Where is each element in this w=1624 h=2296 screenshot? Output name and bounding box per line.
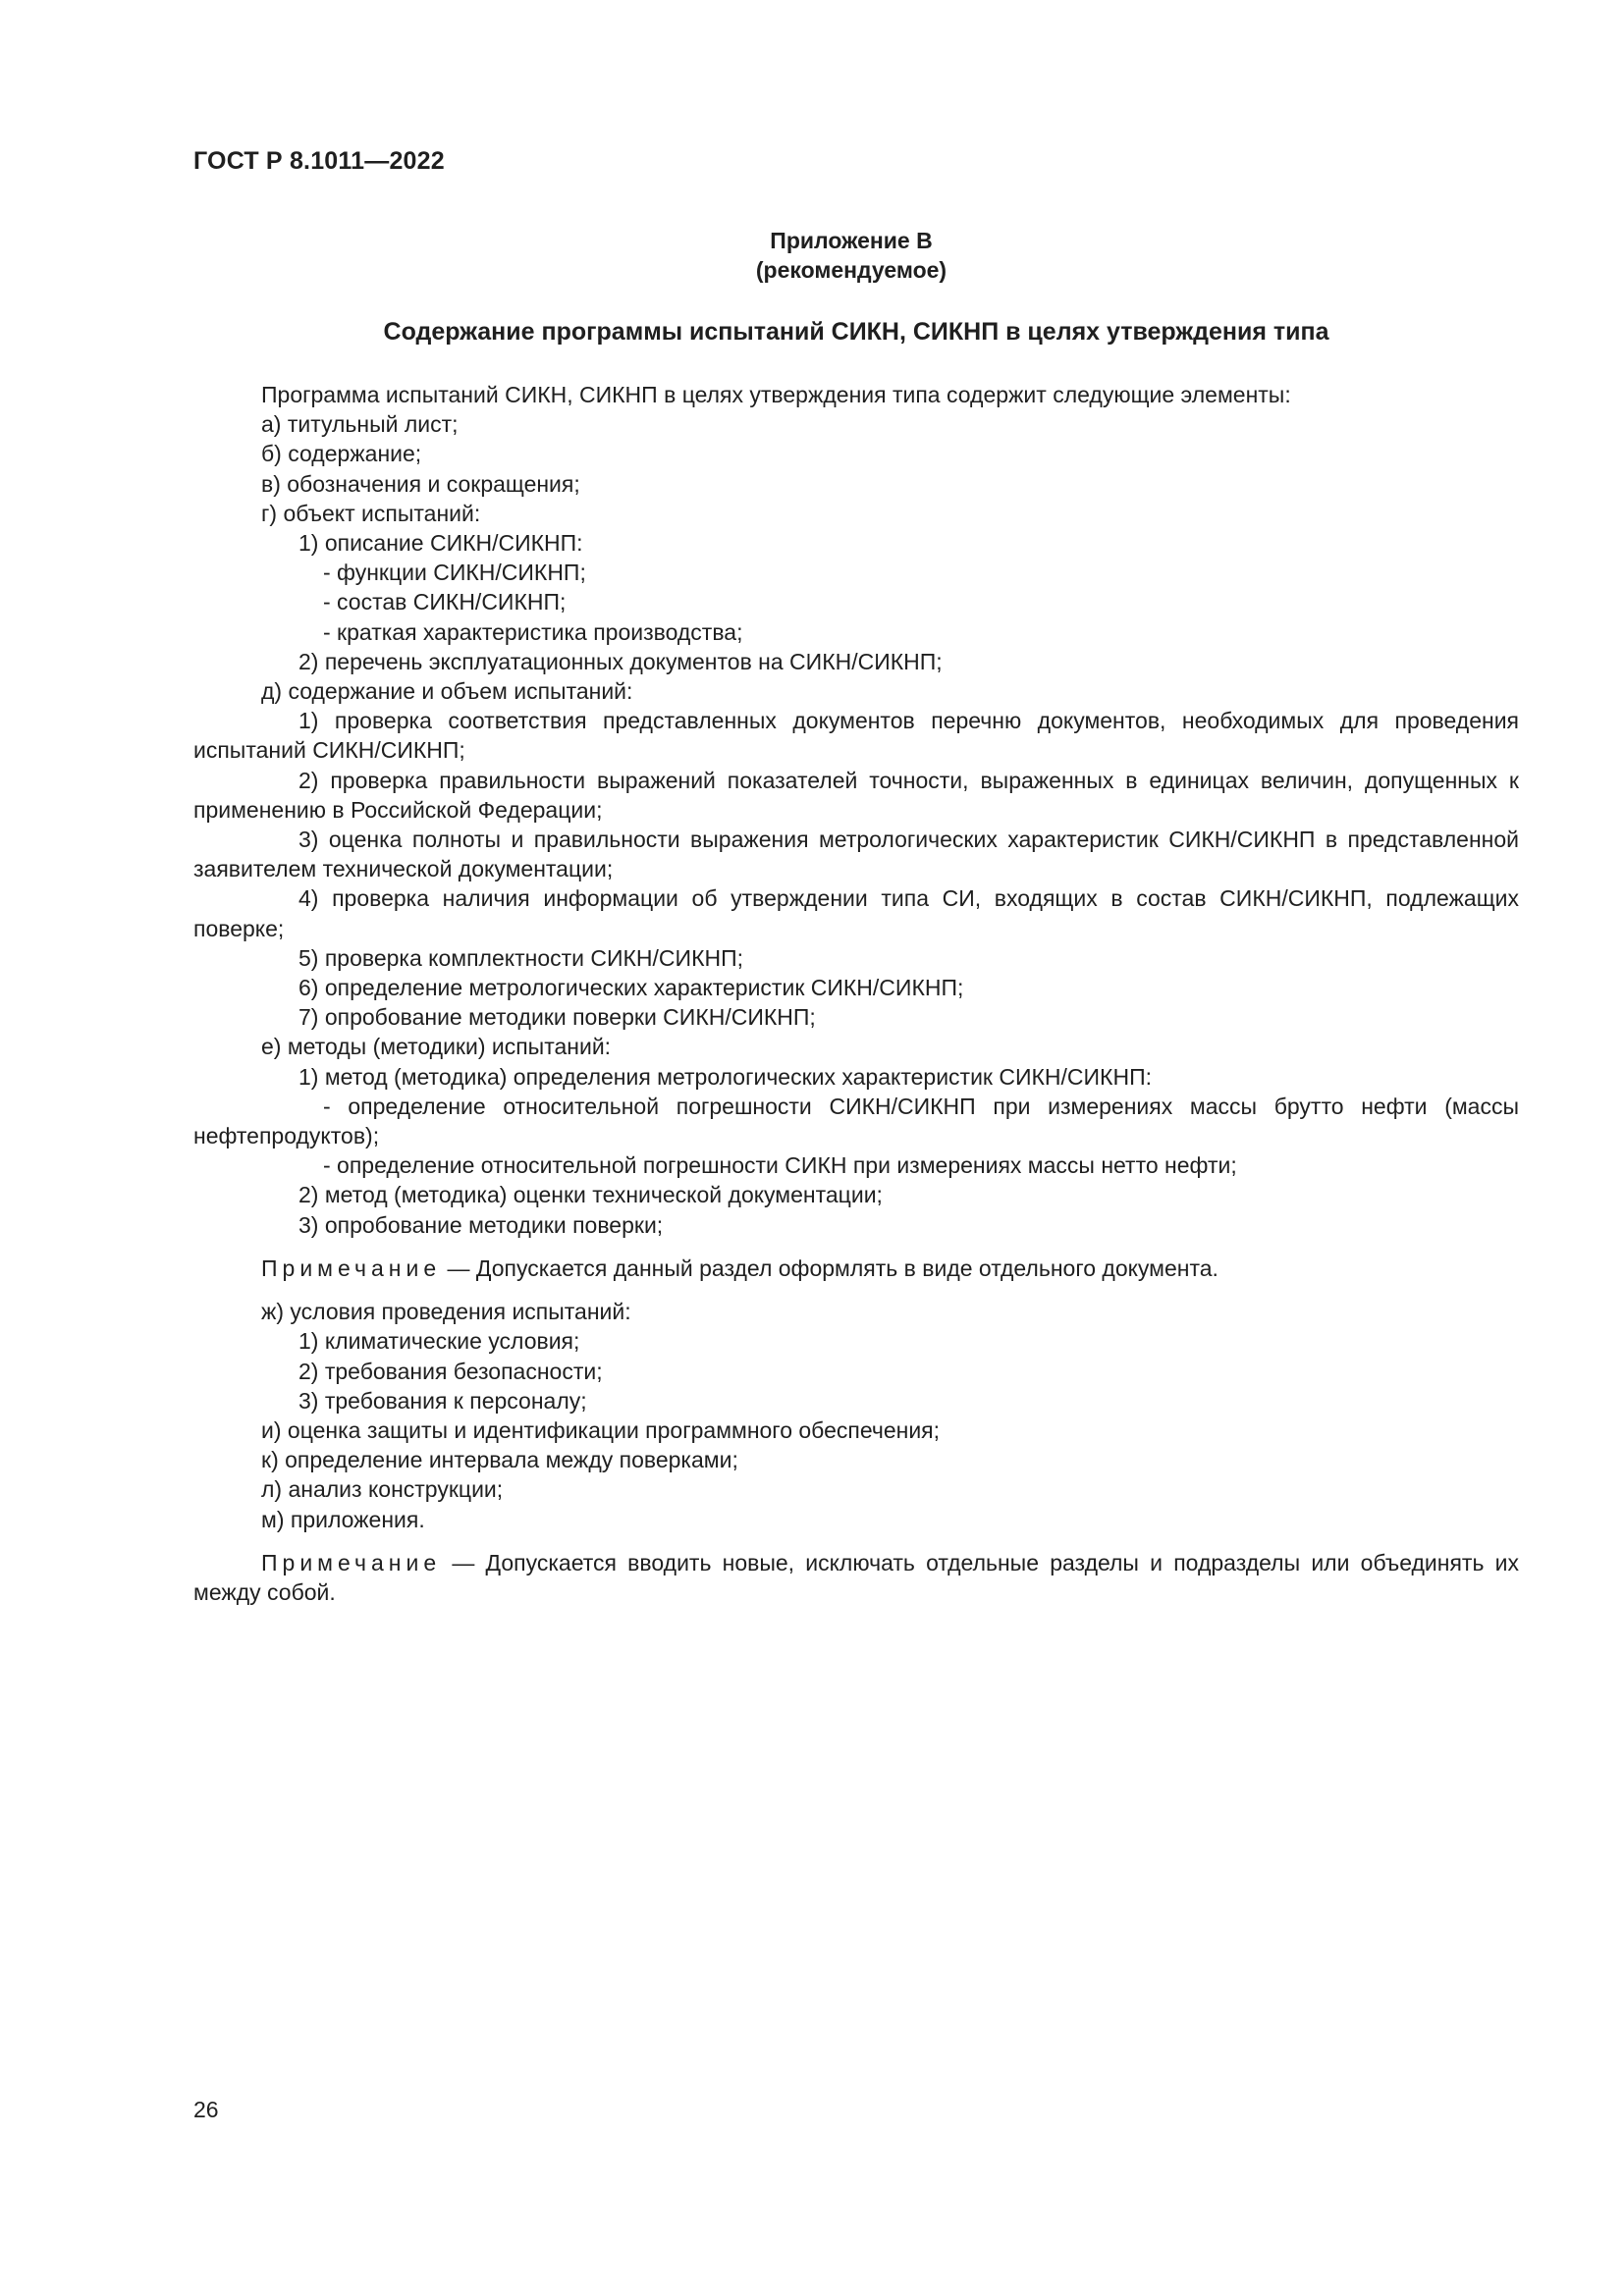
list-item-d4: 4) проверка наличия информации об утверждении типа СИ, входящих в состав СИКН/СИКНП, подлежащих поверке; — [193, 885, 1519, 941]
list-item-d2: 2) проверка правильности выражений показателей точности, выраженных в единицах величин, допущенных к применению в Российской Федерации; — [193, 767, 1519, 823]
appendix-heading — [0, 226, 1624, 285]
document-body — [193, 380, 1519, 1621]
list-item-b: б) содержание; — [261, 441, 422, 467]
list-item-d1: 1) проверка соответствия представленных документов перечню документов, необходимых для проведения испытаний СИКН/СИКНП; — [193, 708, 1519, 764]
list-item-e3: 3) опробование методики поверки; — [298, 1211, 664, 1238]
list-item-d3: 3) оценка полноты и правильности выражения метрологических характеристик СИКН/СИКНП в представленной заявителем технической документации; — [193, 827, 1519, 882]
list-item-d6: 6) определение метрологических характеристик СИКН/СИКНП; — [298, 975, 964, 1001]
note-1 — [193, 1254, 1519, 1283]
list-item-v: в) обозначения и сокращения; — [261, 470, 580, 497]
intro-paragraph: Программа испытаний СИКН, СИКНП в целях утверждения типа содержит следующие элементы: — [261, 382, 1291, 407]
list-item-e1b: - определение относительной погрешности СИКН при измерениях массы нетто нефти; — [323, 1152, 1237, 1179]
list-item-g1b: - состав СИКН/СИКНП; — [323, 589, 567, 615]
list-item-g1c: - краткая характеристика производства; — [323, 618, 743, 645]
list-item-a: а) титульный лист; — [261, 411, 459, 438]
note-2-label: Примечание — [261, 1549, 442, 1575]
list-item-g: г) объект испытаний: — [261, 500, 481, 526]
page-number: 26 — [193, 2097, 219, 2122]
list-item-e: е) методы (методики) испытаний: — [261, 1034, 612, 1060]
list-item-zh2: 2) требования безопасности; — [298, 1358, 603, 1384]
list-item-zh1: 1) климатические условия; — [298, 1328, 580, 1355]
list-item-e1: 1) метод (методика) определения метрологических характеристик СИКН/СИКНП: — [298, 1063, 1152, 1090]
note-2 — [193, 1548, 1519, 1607]
list-item-k: к) определение интервала между поверками; — [261, 1447, 738, 1473]
list-item-g2: 2) перечень эксплуатационных документов на СИКН/СИКНП; — [298, 648, 943, 674]
list-item-e2: 2) метод (методика) оценки технической документации; — [298, 1182, 883, 1208]
list-item-d: д) содержание и объем испытаний: — [261, 678, 633, 705]
list-item-d7: 7) опробование методики поверки СИКН/СИКНП; — [298, 1004, 816, 1031]
list-item-g1: 1) описание СИКН/СИКНП: — [298, 530, 583, 557]
note-1-label: Примечание — [261, 1255, 442, 1281]
note-2-text: — Допускается вводить новые, исключать отдельные разделы и подразделы или объединять их между собой. — [193, 1549, 1519, 1605]
list-item-l: л) анализ конструкции; — [261, 1476, 504, 1503]
note-1-text: — Допускается данный раздел оформлять в виде отдельного документа. — [441, 1255, 1218, 1281]
list-item-zh: ж) условия проведения испытаний: — [261, 1299, 631, 1325]
section-title: Содержание программы испытаний СИКН, СИКНП в целях утверждения типа — [383, 318, 1329, 346]
appendix-label: Приложение В — [770, 228, 933, 253]
list-item-d5: 5) проверка комплектности СИКН/СИКНП; — [298, 944, 743, 971]
list-item-i: и) оценка защиты и идентификации программного обеспечения; — [261, 1416, 941, 1443]
list-item-m: м) приложения. — [261, 1506, 425, 1532]
list-item-g1a: - функции СИКН/СИКНП; — [323, 560, 586, 586]
list-item-e1a: - определение относительной погрешности СИКН/СИКНП при измерениях массы брутто нефти (массы нефтепродуктов); — [193, 1093, 1519, 1149]
document-code-header: ГОСТ Р 8.1011—2022 — [193, 147, 445, 175]
appendix-status: (рекомендуемое) — [755, 257, 947, 283]
list-item-zh3: 3) требования к персоналу; — [298, 1387, 587, 1414]
